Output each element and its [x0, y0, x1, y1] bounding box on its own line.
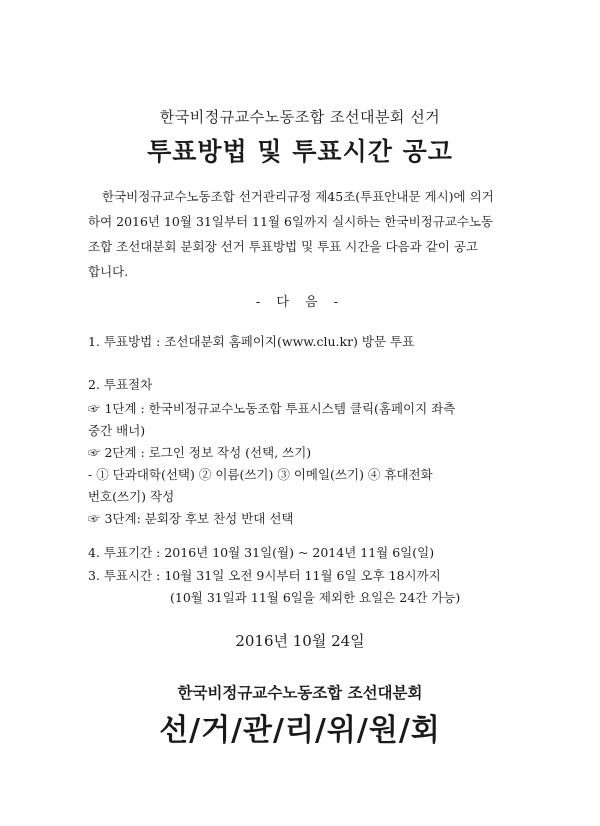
body-line-4: 합니다. — [88, 264, 129, 279]
body-line-2: 하여 2016년 10월 31일부터 11월 6일까지 실시하는 한국비정규교수노동 — [88, 214, 494, 229]
step-1-line-2: 중간 배너) — [88, 423, 146, 438]
notice-subtitle: 한국비정규교수노동조합 조선대분회 선거 — [159, 108, 441, 126]
step-3: ☞ 3단계: 분회장 후보 찬성 반대 선택 — [88, 511, 294, 526]
step-2: ☞ 2단계 : 로그인 정보 작성 (선택, 쓰기) — [88, 445, 312, 460]
step-2-detail-line-2: 번호(쓰기) 작성 — [88, 489, 175, 504]
voting-procedure-heading: 2. 투표절차 — [88, 377, 153, 392]
voting-time-note: (10월 31일과 11월 6일을 제외한 요일은 24간 가능) — [170, 590, 461, 605]
body-line-3: 조합 조선대분회 분회장 선거 투표방법 및 투표 시간을 다음과 같이 공고 — [88, 239, 478, 254]
voting-time: 3. 투표시간 : 10월 31일 오전 9시부터 11월 6일 오후 18시까지 — [88, 568, 441, 583]
section-marker: - 다 음 - — [255, 295, 345, 310]
notice-title: 투표방법 및 투표시간 공고 — [147, 137, 453, 166]
step-1-line-1: ☞ 1단계 : 한국비정규교수노동조합 투표시스템 클릭(홈페이지 좌측 — [88, 401, 456, 416]
voting-period: 4. 투표기간 : 2016년 10월 31일(월) ~ 2014년 11월 6일(일) — [88, 545, 435, 560]
body-line-1: 한국비정규교수노동조합 선거관리규정 제45조(투표안내문 게시)에 의거 — [102, 189, 494, 204]
notice-date: 2016년 10월 24일 — [235, 632, 365, 650]
voting-method: 1. 투표방법 : 조선대분회 홈페이지(www.clu.kr) 방문 투표 — [88, 334, 415, 349]
step-2-detail-line-1: - ① 단과대학(선택) ② 이름(쓰기) ③ 이메일(쓰기) ④ 휴대전화 — [88, 467, 433, 482]
organization-name: 한국비정규교수노동조합 조선대분회 — [177, 684, 423, 702]
election-committee: 선/거/관/리/위/원/회 — [159, 713, 441, 748]
